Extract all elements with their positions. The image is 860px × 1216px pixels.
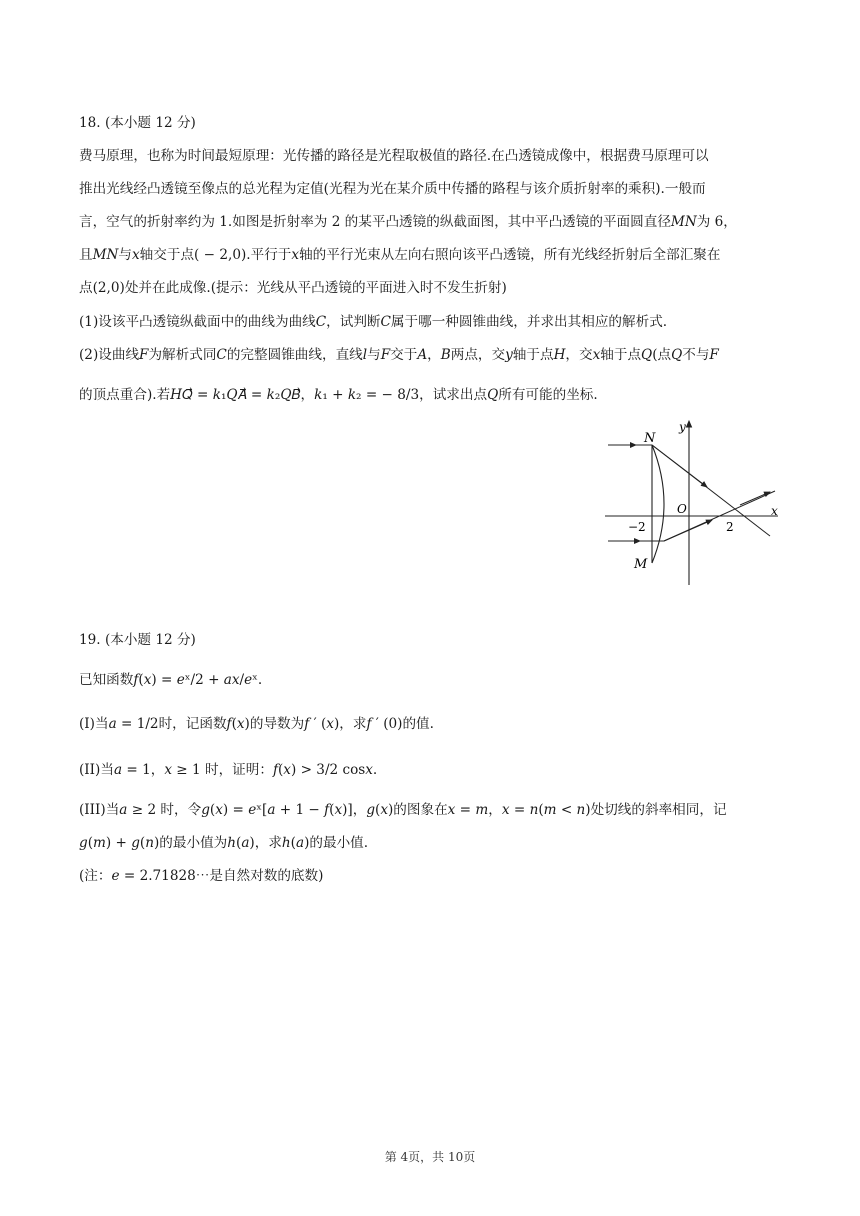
q19-part3-line-1: (III)当𝑎 ≥ 2 时，令𝑔(𝑥) = 𝑒ˣ[𝑎 + 1 − 𝑓(𝑥)]，𝑔(𝑥)的图象在𝑥 = 𝑚，𝑥 = 𝑛(𝑚 < 𝑛)处切线的斜率相同，记 — [79, 802, 727, 818]
label-y: y — [679, 420, 686, 434]
q19-part1: (I)当𝑎 = 1/2时，记函数𝑓(𝑥)的导数为𝑓 ′ (𝑥)，求𝑓 ′ (0)的值. — [79, 716, 434, 732]
lens-curve — [652, 445, 664, 563]
ray-top-out-arrow — [652, 445, 707, 487]
lens-diagram — [600, 415, 790, 590]
label-N: N — [644, 431, 656, 446]
q18-line-5: 点(2,0)处并在此成像.(提示：光线从平凸透镜的平面进入时不发生折射) — [79, 280, 507, 296]
label-x: x — [771, 504, 778, 518]
q18-line-3: 言，空气的折射率约为 1.如图是折射率为 2 的某平凸透镜的纵截面图，其中平凸透镜的平面圆直径𝑀𝑁为 6， — [79, 214, 737, 230]
q19-function: 已知函数𝑓(𝑥) = 𝑒ˣ/2 + 𝑎𝑥/𝑒ˣ. — [79, 672, 263, 688]
q19-part2: (II)当𝑎 = 1，𝑥 ≥ 1 时，证明：𝑓(𝑥) > 3/2 cos𝑥. — [79, 762, 378, 778]
ray-bottom-out-arrow-2 — [740, 492, 770, 505]
q18-part2-line-1: (2)设曲线𝐹为解析式同𝐶的完整圆锥曲线，直线𝑙与𝐹交于𝐴，𝐵两点，交𝑦轴于点𝐻，交𝑥轴于点𝑄(点𝑄不与𝐹 — [79, 347, 719, 363]
q18-line-4: 且𝑀𝑁与𝑥轴交于点( − 2,0).平行于𝑥轴的平行光束从左向右照向该平凸透镜，所有光线经折射后全部汇聚在 — [79, 247, 721, 263]
ray-bottom-out-arrow — [664, 520, 712, 541]
q19-note: (注：𝑒 = 2.71828⋯是自然对数的底数) — [79, 868, 324, 884]
page-footer: 第 4页，共 10页 — [384, 1150, 476, 1164]
q18-heading: 18. (本小题 12 分) — [79, 115, 196, 131]
tick-2: 2 — [726, 520, 734, 534]
label-origin: O — [677, 502, 687, 516]
q19-part3-line-2: 𝑔(𝑚) + 𝑔(𝑛)的最小值为ℎ(𝑎)，求ℎ(𝑎)的最小值. — [79, 835, 369, 851]
q19-heading: 19. (本小题 12 分) — [79, 632, 196, 648]
q18-part2-line-2: 的顶点重合).若𝐻𝑄⃗ = 𝑘₁𝑄𝐴⃗ = 𝑘₂𝑄𝐵⃗，𝑘₁ + 𝑘₂ = − 8/3，试求出点𝑄所有可能的坐标. — [79, 387, 598, 403]
q18-line-2: 推出光线经凸透镜至像点的总光程为定值(光程为光在某介质中传播的路程与该介质折射率的乘积).一般而 — [79, 181, 706, 197]
label-M: M — [634, 557, 648, 572]
q18-part1: (1)设该平凸透镜纵截面中的曲线为曲线𝐶，试判断𝐶属于哪一种圆锥曲线，并求出其相应的解析式. — [79, 314, 668, 330]
q18-line-1: 费马原理，也称为时间最短原理：光传播的路径是光程取极值的路径.在凸透镜成像中，根据费马原理可以 — [79, 148, 709, 164]
tick-neg2: −2 — [628, 520, 646, 534]
